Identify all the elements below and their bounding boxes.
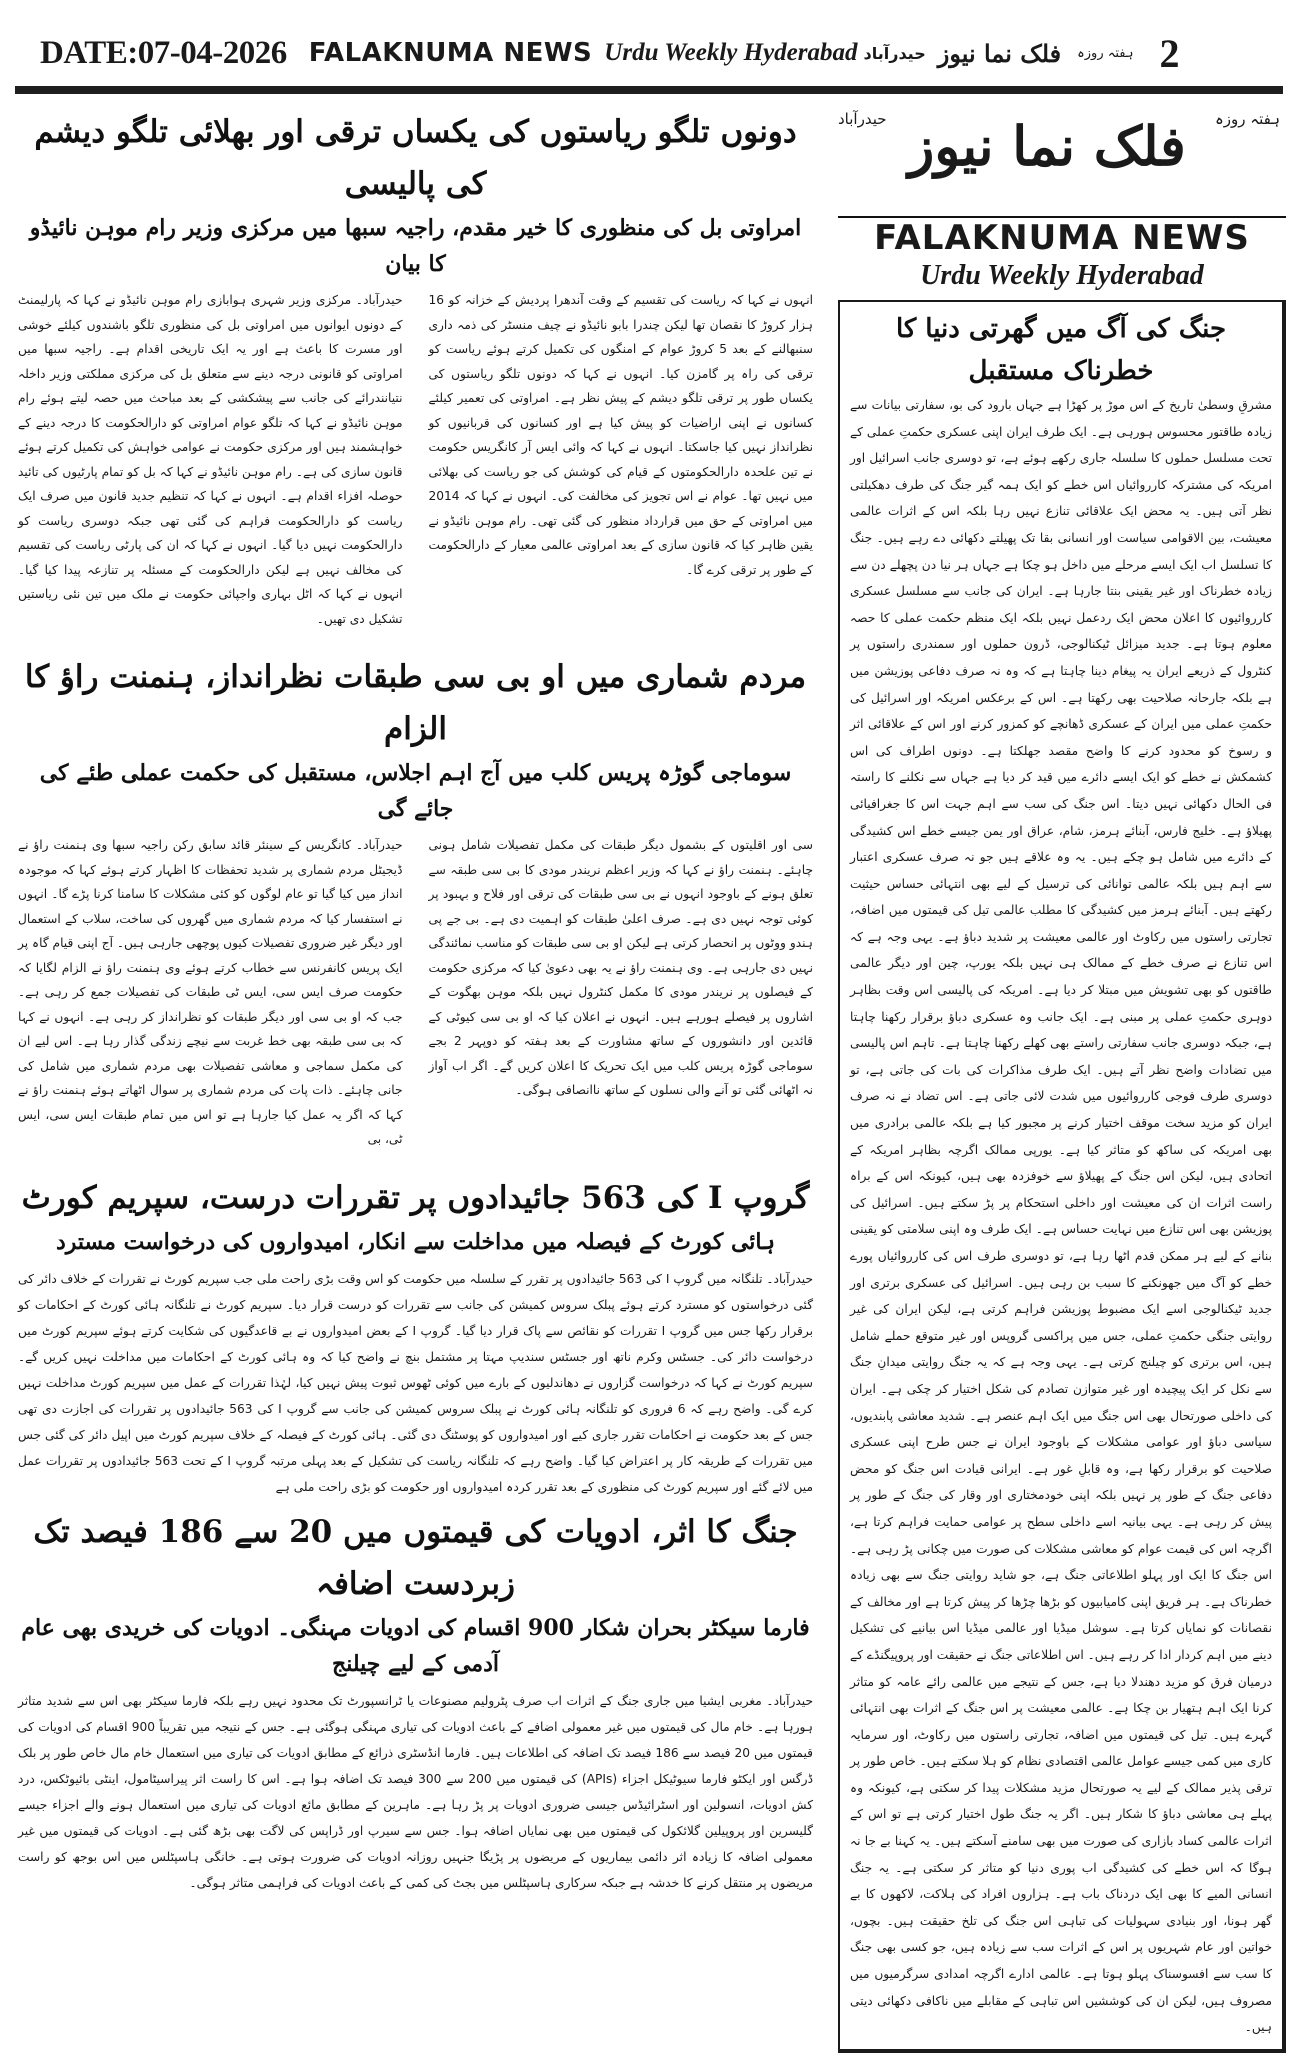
article-medicine-prices [18, 1506, 813, 1896]
header-urdu-name: فلک نما نیوز [937, 38, 1062, 68]
article-column: حیدرآباد۔ کانگریس کے سینئر قائد سابق رکن راجیہ سبھا وی ہنمنت راؤ نے ڈیجیٹل مردم شماری پر شدید تحفظات کا اظہار کرتے ہوئے کہا کہ موجودہ انداز میں کیا گیا تو عام لوگوں کو کئی مشکلات کا سامنا کرنا پڑے گا۔ انہوں نے استفسار کیا کہ مردم شماری میں گھروں کی ساخت، سلاب کے استعمال اور دیگر غیر ضروری تفصیلات کیوں پوچھی جارہی ہیں۔ آج اپنی قیام گاہ پر ایک پریس کانفرنس سے خطاب کرتے ہوئے وی ہنمنت راؤ نے الزام لگایا کہ حکومت صرف ایس سی، ایس ٹی طبقات کی تفصیلات جمع کر رہی ہے۔ جب کہ او بی سی اور دیگر طبقات کو نظرانداز کر رہی ہے۔ انہوں نے کہا کہ بی سی طبقہ بھی خط غربت سے نیچے زندگی گذار رہا ہے۔ اس لیے ان کی مکمل سماجی و معاشی تفصیلات بھی مردم شماری میں شامل کی جانی چاہئے۔ ذات پات کی مردم شماری پر سوال اٹھاتے ہوئے ہنمنت راؤ نے کہا کہ اگر یہ عمل کیا جارہا ہے تو اس میں تمام طبقات ایس سی، ایس ٹی، بی [18, 838, 403, 1146]
article-group1-supreme-court [18, 1172, 813, 1500]
article-body: حیدرآباد۔ مغربی ایشیا میں جاری جنگ کے اثرات اب صرف پٹرولیم مصنوعات یا ٹرانسپورٹ تک محدود نہیں رہے بلکہ فارما سیکٹر بھی اس سے شدید متاثر ہورہا ہے۔ خام مال کی قیمتوں میں غیر معمولی اضافے کے باعث ادویات کی تیاری مہنگی ہوگئی ہے۔ جس کے نتیجہ میں تقریباً 900 اقسام کی ادویات کی قیمتوں میں 20 فیصد سے 186 فیصد تک اضافہ کی اطلاعات ہیں۔ فارما انڈسٹری ذرائع کے مطابق ادویات کی تیاری میں استعمال خام مال خاص طور پر بلک ڈرگس اور ایکٹو فارما سیوٹیکل اجزاء (APIs) کی قیمتوں میں 200 سے 300 فیصد تک اضافہ ہوا ہے۔ اس کا راست اثر پیراسیٹامول، اینٹی بائیوٹکس، درد کش ادویات، انسولین اور اسٹرائیڈس جیسی ضروری ادویات پر پڑ رہا ہے۔ ماہرین کے مطابق مائع ادویات کی تیاری میں استعمال ہونے والے اجزاء جیسے گلیسرین اور پروپیلین گلائکول کی قیمتوں میں بھی نمایاں اضافہ ہوا۔ جس سے سیرپ اور ڈراپس کی لاگت بھی بڑھ گئی ہے۔ ادویات کی قیمتوں میں غیر معمولی اضافہ کا زیادہ اثر دائمی بیماریوں کے مریضوں پر پڑیگا جنہیں روزانہ ادویات کی ضرورت ہوتی ہے۔ خانگی ہاسپٹلس میں اس بوجھ کو راست مریضوں پر منتقل کرنے کا خدشہ ہے جبکہ سرکاری ہاسپٹلس میں بجٹ کی کمی کے باعث ادویات کی فراہمی متاثر ہوگی۔ [18, 1693, 814, 1890]
main-content [18, 100, 813, 1896]
article-amaravati [18, 106, 813, 631]
article-subheadline: ہائی کورٹ کے فیصلہ میں مداخلت سے انکار، امیدواروں کی درخواست مسترد [55, 1228, 776, 1255]
article-column: سی اور اقلیتوں کے بشمول دیگر طبقات کی مکمل تفصیلات شامل ہونی چاہئے۔ ہنمنت راؤ نے کہا کہ وزیر اعظم نریندر مودی کا بی سی طبقہ سے تعلق ہونے کے باوجود انہوں نے بی سی طبقات کی ترقی اور فلاح و بہبود پر کوئی توجہ نہیں دی ہے۔ صرف اعلیٰ طبقات کو اہمیت دی ہے۔ بی جے پی ہندو ووٹوں پر انحصار کرتی ہے لیکن او بی سی طبقات کو مناسب نمائندگی نہیں دی جارہی ہے۔ وی ہنمنت راؤ نے یہ بھی دعویٰ کیا کہ مرکزی حکومت کے فیصلوں پر نریندر مودی کا مکمل کنٹرول نہیں بلکہ موہن بھگوت کے اشاروں پر فیصلے ہورہے ہیں۔ انہوں نے اعلان کیا کہ او بی سی کیوٹی کے قائدین اور دانشوروں کے ساتھ مشاورت کے بعد ہفتہ کو دوپہر 2 بجے سوماجی گوڑہ پریس کلب میں ایک تحریک کا اعلان کریں گے۔ اگر اب آواز نہ اٹھائی گئی تو آنے والی نسلوں کے ساتھ ناانصافی ہوگی۔ [428, 838, 813, 1097]
header-urdu-weekly: ہفتہ روزہ [1077, 45, 1134, 61]
article-column: انہوں نے کہا کہ ریاست کی تقسیم کے وقت آندھرا پردیش کے خزانہ کو 16 ہزار کروڑ کا نقصان تھا لیکن چندرا بابو نائیڈو نے چیف منسٹر کی ذمہ داری سنبھالنے کے بعد 5 کروڑ عوام کے امنگوں کی تکمیل کرتے ہوئے ریاست کو ترقی کی راہ پر گامزن کیا۔ انہوں نے کہا کہ دونوں تلگو ریاستوں کی یکساں طور پر ترقی تلگو دیشم کے پیش نظر ہے۔ امراوتی کی تعمیر کیلئے کسانوں نے اپنی اراضیات کو پیش کیا ہے اور کسانوں کی قربانیوں کو نظرانداز نہیں کیا جاسکتا۔ انہوں نے کہا کہ وائی ایس آر کانگریس حکومت نے تین علحدہ دارالحکومتوں کے قیام کی کوشش کی جو ریاست کی بھلائی میں نہیں تھا۔ عوام نے اس تجویز کی مخالفت کی۔ انہوں نے کہا کہ 2014 میں امراوتی کے حق میں قرارداد منظور کی گئی تھی۔ رام موہن نائیڈو نے یقین ظاہر کیا کہ قانون سازی کے بعد امراوتی عالمی معیار کے دارالحکومت کے طور پر ترقی کرے گا۔ [428, 293, 813, 577]
issue-date: DATE:07-04-2026 [40, 34, 287, 71]
page-number: 2 [1159, 30, 1180, 76]
article-body: حیدرآباد۔ تلنگانہ میں گروپ I کی 563 جائیدادوں پر تقرر کے سلسلہ میں حکومت کو اس وقت بڑی راحت ملی جب سپریم کورٹ نے تقررات کے خلاف دائر کی گئی درخواستوں کو مسترد کرتے ہوئے پبلک سروس کمیشن کی جانب سے تقررات کو درست قرار دیا۔ سپریم کورٹ نے تلنگانہ ہائی کورٹ کے احکامات کو برقرار رکھا جس میں گروپ I تقررات کو نقائص سے پاک قرار دیا گیا۔ گروپ I کے بعض امیدواروں نے بے قاعدگیوں کی شکایت کرتے ہوئے سپریم کورٹ میں درخواست دائر کی۔ جسٹس وکرم ناتھ اور جسٹس سندیپ مہتا پر مشتمل بنچ نے واضح کیا کہ وہ ہائی کورٹ کے احکامات میں مداخلت نہیں کریں گے۔ سپریم کورٹ نے کہا کہ درخواست گزاروں نے دھاندلیوں کے بارے میں کوئی ٹھوس ثبوت پیش نہیں کیا، لہٰذا تقررات کے عمل میں سپریم کورٹ مداخلت نہیں کرے گی۔ واضح رہے کہ 6 فروری کو تلنگانہ ہائی کورٹ نے پبلک سروس کمیشن کی جانب سے گروپ I کی 563 جائیدادوں پر تقررات کی اجازت دی تھی جس کے بعد حکومت نے احکامات تقرر جاری کیے اور امیدواروں کو پوسٹنگ دی گئی۔ ہائی کورٹ کے فیصلہ کے خلاف سپریم کورٹ میں اپیل دائر کی گئی جس میں تقررات کے طریقہ کار پر اعتراض کیا گیا۔ واضح رہے کہ تلنگانہ ریاست کی تشکیل کے بعد پہلی مرتبہ گروپ I کے تحت 563 جائیدادوں پر تقررات عمل میں لائے گئے اور سپریم کورٹ کی منظوری کے بعد تقرر کردہ امیدواروں اور حکومت کو بڑی راحت ملی ہے [18, 1271, 813, 1494]
page-header [40, 28, 1270, 78]
editorial-body: مشرقِ وسطیٰ تاریخ کے اس موڑ پر کھڑا ہے جہاں بارود کی بو، سفارتی بیانات سے زیادہ طاقتور محسوس ہورہی ہے۔ ایک طرف ایران اپنی عسکری حکمتِ عملی کے تحت مسلسل حملوں کا سلسلہ جاری رکھے ہوئے ہے، تو دوسری جانب اسرائیل اور امریکہ کی مشترکہ کارروائیاں اس خطے کو ایک ہمہ گیر جنگ کی طرف دھکیلتی نظر آتی ہیں۔ یہ محض ایک علاقائی تنازع نہیں رہا بلکہ اس کے اثرات عالمی معیشت، بین الاقوامی سیاست اور انسانی بقا تک پھیلتے دکھائی دے رہے ہیں۔ جنگ کا تسلسل اب ایک ایسے مرحلے میں داخل ہو چکا ہے جہاں ہر نیا دن پچھلے دن سے زیادہ خطرناک اور غیر یقینی بنتا جارہا ہے۔ ایران کی جانب سے مسلسل عسکری کارروائیوں کا اعلان محض ایک ردعمل نہیں بلکہ ایک منظم حکمت عملی کا حصہ معلوم ہوتا ہے۔ جدید میزائل ٹیکنالوجی، ڈرون حملوں اور سمندری راستوں پر کنٹرول کے ذریعے ایران یہ پیغام دینا چاہتا ہے کہ وہ نہ صرف دفاعی پوزیشن میں ہے بلکہ جارحانہ صلاحیت بھی رکھتا ہے۔ اس کے برعکس امریکہ اور اسرائیل کی حکمتِ عملی میں ایران کے عسکری ڈھانچے کو کمزور کرنے اور اس کے علاقائی اثر و رسوخ کو محدود کرنے کا واضح مقصد جھلکتا ہے۔ دونوں اطراف کی اس کشمکش نے خطے کو ایک ایسے دائرے میں قید کر دیا ہے جہاں سے نکلنے کا راستہ فی الحال دکھائی نہیں دیتا۔ اس جنگ کی سب سے اہم جہت اس کا جغرافیائی پھیلاؤ ہے۔ خلیج فارس، آبنائے ہرمز، شام، عراق اور یمن جیسے خطے اس کشیدگی کے دائرے میں شامل ہو چکے ہیں۔ یہ وہ علاقے ہیں جو نہ صرف عسکری اعتبار سے اہم ہیں بلکہ عالمی توانائی کی ترسیل کے لیے بھی انتہائی حساس حیثیت رکھتے ہیں۔ آبنائے ہرمز میں کشیدگی کا مطلب عالمی تیل کی قیمتوں میں اضافہ، تجارتی راستوں میں رکاوٹ اور عالمی معیشت پر شدید دباؤ ہے۔ یہی وجہ ہے کہ اس تنازع نے صرف خطے کے ممالک ہی نہیں بلکہ یورپ، چین اور دیگر عالمی طاقتوں کو بھی تشویش میں مبتلا کر دیا ہے۔ امریکہ کی پالیسی اس وقت بظاہر دوہری حکمتِ عملی پر مبنی ہے۔ ایک جانب وہ عسکری دباؤ برقرار رکھنا چاہتا ہے، جبکہ دوسری جانب سفارتی راستے بھی کھلے رکھنا چاہتا ہے۔ تاہم اس پالیسی میں تضادات واضح نظر آتے ہیں۔ ایک طرف مذاکرات کی بات کی جاتی ہے، تو دوسری طرف فوجی کارروائیوں میں شدت لائی جاتی ہے۔ اس تضاد نے نہ صرف ایران کو مزید سخت موقف اختیار کرنے پر مجبور کیا ہے بلکہ عالمی برادری میں بھی امریکہ کی ساکھ کو متاثر کیا ہے۔ یورپی ممالک اگرچہ بظاہر امریکہ کے اتحادی ہیں، لیکن اس جنگ کے پھیلاؤ سے خوفزدہ بھی ہیں، کیونکہ اس کے براہ راست اثرات ان کی معیشت اور داخلی استحکام پر پڑ سکتے ہیں۔ اسرائیل کی پوزیشن بھی اس تنازع میں نہایت حساس ہے۔ ایک طرف وہ اپنی سلامتی کو یقینی بنانے کے لیے ہر ممکن قدم اٹھا رہا ہے، تو دوسری طرف اس کی کارروائیاں پورے خطے کو آگ میں جھونکنے کا سبب بن رہی ہیں۔ اسرائیل کی عسکری برتری اور جدید ٹیکنالوجی اسے ایک مضبوط پوزیشن فراہم کرتی ہے، لیکن ایران کی غیر روایتی جنگی حکمتِ عملی، جس میں پراکسی گروپس اور غیر متوقع حملے شامل ہیں، اس برتری کو چیلنج کرتی ہے۔ یہی وجہ ہے کہ یہ جنگ روایتی میدانِ جنگ سے نکل کر ایک پیچیدہ اور غیر متوازن تصادم کی شکل اختیار کر چکی ہے۔ ایران کی داخلی صورتحال بھی اس جنگ میں ایک اہم عنصر ہے۔ شدید معاشی پابندیوں، سیاسی دباؤ اور عوامی مشکلات کے باوجود ایران نے جس طرح اپنی عسکری صلاحیت کو برقرار رکھا ہے، وہ قابلِ غور ہے۔ ایرانی قیادت اس جنگ کو محض دفاعی جنگ کے طور پر نہیں بلکہ اپنی خودمختاری اور وقار کی جنگ کے طور پر پیش کر رہی ہے۔ یہی بیانیہ اسے داخلی سطح پر عوامی حمایت فراہم کرتا ہے، اگرچہ اس کی قیمت عوام کو معاشی مشکلات کی صورت میں چکانی پڑ رہی ہے۔ اس جنگ کا ایک اور پہلو اطلاعاتی جنگ ہے، جو شاید روایتی جنگ سے بھی زیادہ خطرناک ہے۔ ہر فریق اپنی کامیابیوں کو بڑھا چڑھا کر پیش کرتا ہے اور مخالف کے نقصانات کو نمایاں کرتا ہے۔ سوشل میڈیا اور عالمی میڈیا اس بیانیے کی تشکیل دینے میں اہم کردار ادا کر رہے ہیں۔ اس اطلاعاتی جنگ نے حقیقت اور پروپیگنڈے کے درمیان فرق کو مزید دھندلا دیا ہے، جس کے نتیجے میں عالمی رائے عامہ کو متاثر کرنا ایک اہم ہتھیار بن چکا ہے۔ عالمی معیشت پر اس جنگ کے اثرات بھی انتہائی گہرے ہیں۔ تیل کی قیمتوں میں اضافہ، تجارتی راستوں میں رکاوٹ، اور سرمایہ کاری میں کمی جیسے عوامل عالمی اقتصادی نظام کو ہلا سکتے ہیں۔ خاص طور پر ترقی پذیر ممالک کے لیے یہ صورتحال مزید مشکلات پیدا کر سکتی ہے، کیونکہ وہ پہلے ہی معاشی دباؤ کا شکار ہیں۔ اگر یہ جنگ طول اختیار کرتی ہے تو اس کے اثرات عالمی کساد بازاری کی صورت میں بھی سامنے آسکتے ہیں۔ یہ کہنا بے جا نہ ہوگا کہ اس خطے کی کشیدگی اب پوری دنیا کو متاثر کر سکتی ہے۔ یہ جنگ انسانی المیے کا بھی ایک دردناک باب ہے۔ ہزاروں افراد کی ہلاکت، لاکھوں کا بے گھر ہونا، اور بنیادی سہولیات کی تباہی اس جنگ کی تلخ حقیقت ہیں۔ بچوں، خواتین اور عام شہریوں پر اس کے اثرات سب سے زیادہ ہیں، جو کسی بھی جنگ کا سب سے افسوسناک پہلو ہوتا ہے۔ عالمی ادارے اگرچہ امدادی سرگرمیوں میں مصروف ہیں، لیکن ان کی کوششیں اس تباہی کے مقابلے میں ناکافی دکھائی دیتی ہیں۔ [850, 398, 1272, 2035]
article-census-obc [18, 651, 813, 1152]
article-subheadline: سوماجی گوڑہ پریس کلب میں آج اہم اجلاس، مستقبل کی حکمت عملی طئے کی جائے گی [39, 760, 792, 822]
masthead-logo-urdu: فلک نما نیوز [908, 114, 1186, 178]
masthead-subtitle: Urdu Weekly Hyderabad [920, 260, 1204, 291]
sidebar [838, 100, 1286, 2053]
masthead-weekly: ہفتہ روزہ [1215, 110, 1280, 128]
masthead [838, 100, 1286, 290]
publication-tagline: Urdu Weekly Hyderabad [604, 39, 858, 66]
masthead-logo-english: FALAKNUMA NEWS [874, 218, 1250, 258]
editorial-headline: جنگ کی آگ میں گھرتی دنیا کا خطرناک مستقبل [895, 314, 1227, 386]
article-headline: جنگ کا اثر، ادویات کی قیمتوں میں 20 سے 186 فیصد تک زبردست اضافہ [33, 1513, 798, 1602]
editorial-box [838, 300, 1286, 2053]
article-body [18, 833, 813, 1152]
masthead-city: حیدرآباد [838, 110, 887, 128]
article-body [18, 288, 813, 631]
article-subheadline: امراوتی بل کی منظوری کا خیر مقدم، راجیہ سبھا میں مرکزی وزیر رام موہن نائیڈو کا بیان [29, 215, 802, 277]
article-headline: مردم شماری میں او بی سی طبقات نظرانداز، ہنمنت راؤ کا الزام [24, 659, 807, 747]
header-divider [15, 86, 1283, 94]
publication-name: FALAKNUMA NEWS [308, 38, 593, 68]
header-urdu-city: حیدرآباد [863, 43, 926, 63]
article-column: حیدرآباد۔ مرکزی وزیر شہری ہوابازی رام موہن نائیڈو نے کہا کہ پارلیمنٹ کے دونوں ایوانوں میں امراوتی بل کی منظوری تلگو باشندوں کیلئے خوشی اور مسرت کا باعث ہے اور یہ ایک تاریخی اقدام ہے۔ راجیہ سبھا میں امراوتی کو قانونی درجہ دینے سے متعلق بل کی مرکزی مملکتی وزیر داخلہ نتیانندرائے کی جانب سے پیشکشی کے بعد مباحث میں حصہ لیتے ہوئے رام موہن نائیڈو نے کہا کہ تلگو عوام امراوتی کو دارالحکومت کا درجہ دینے کے خواہشمند ہیں اور مرکزی حکومت نے عوامی خواہش کی تکمیل کرتے ہوئے قانون سازی کی ہے۔ رام موہن نائیڈو نے کہا کہ بل کو تمام پارٹیوں کی تائید حوصلہ افزاء اقدام ہے۔ انہوں نے کہا کہ تنظیم جدید قانون میں صرف ایک ریاست کو دارالحکومت فراہم کی گئی تھی جبکہ دوسری ریاست کو دارالحکومت نہیں دیا گیا۔ انہوں نے کہا کہ ان کی پارٹی ریاست کی تقسیم کی مخالف نہیں ہے لیکن دارالحکومت کے مسئلہ پر تنازعہ پیدا کیا گیا۔ انہوں نے کہا کہ اٹل بہاری واجپائی حکومت نے ملک میں تین نئی ریاستیں تشکیل دی تھیں۔ [18, 293, 403, 626]
article-headline: گروپ I کی 563 جائیدادوں پر تقررات درست، سپریم کورٹ [21, 1179, 810, 1216]
article-subheadline: فارما سیکٹر بحران شکار 900 اقسام کی ادویات مہنگی۔ ادویات کی خریدی بھی عام آدمی کے لیے چیلنج [21, 1614, 810, 1677]
article-headline: دونوں تلگو ریاستوں کی یکساں ترقی اور بھلائی تلگو دیشم کی پالیسی [34, 114, 797, 202]
